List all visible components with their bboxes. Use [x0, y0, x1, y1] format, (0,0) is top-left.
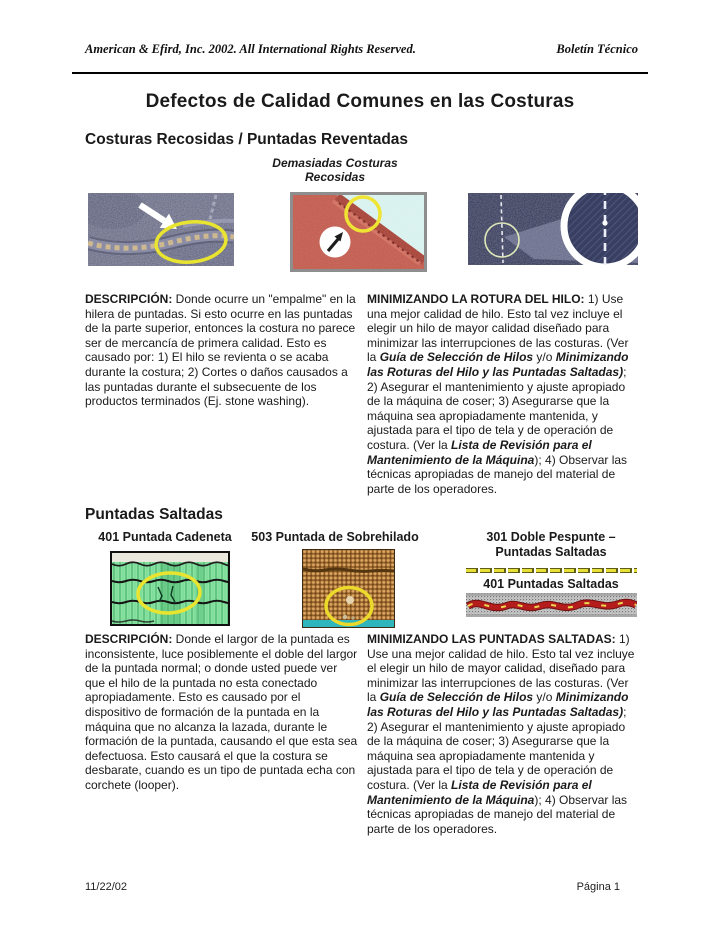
- footer-date: 11/22/02: [85, 881, 128, 893]
- section1-heading: Costuras Recosidas / Puntadas Reventadas: [85, 131, 409, 148]
- photo-green-chainstitch-skipped: [110, 551, 230, 626]
- caption-401-skipped: 401 Puntadas Saltadas: [483, 577, 619, 591]
- subcaption-line2: Recosidas: [304, 170, 366, 184]
- photo-denim-restitched-seam: [88, 193, 234, 266]
- photo-overedge-skipped-stitch: [302, 549, 395, 628]
- caption-301-line2: Puntadas Saltadas: [495, 544, 607, 559]
- photo-denim-magnifier-stitch: [468, 193, 638, 265]
- caption-301-line1: 301 Doble Pespunte –: [486, 530, 616, 544]
- caption-503-overedge: 503 Puntada de Sobrehilado: [251, 530, 419, 544]
- section1-subcaption: [230, 156, 440, 184]
- caption-401-chainstitch: 401 Puntada Cadeneta: [98, 530, 232, 544]
- diagram-skipped-stitch-line: [466, 567, 637, 574]
- caption-301-lockstitch: [464, 530, 638, 559]
- section1-description: DESCRIPCIÓN: Donde ocurre un "empalme" en la hilera de puntadas. Si esto ocurre en las puntadas de la parte superior, entonces la costura no parece ser de mercancía de primera calidad. Esto es causado por: 1) El hilo se revienta o se acaba durante la costura; 2) Cortes o daños causados a las puntadas durante el subsecuente de los productos terminados (Ej. stone washing).: [85, 292, 356, 409]
- header-copyright: American & Efird, Inc. 2002. All International Rights Reserved.: [85, 42, 416, 56]
- subcaption-line1: Demasiadas Costuras: [272, 156, 398, 170]
- magnifier-circle-icon: [564, 193, 638, 265]
- photo-401-skipped-stitches-sample: [466, 593, 637, 617]
- header-divider: [72, 72, 648, 74]
- page-title: Defectos de Calidad Comunes en las Costuras: [145, 91, 575, 112]
- section2-minimizing: MINIMIZANDO LAS PUNTADAS SALTADAS: 1) Use una mejor calidad de hilo. Esto tal vez incluye el elegir un hilo de mayor calidad, diseñado para minimizar las interrupciones de las costuras. (Ver la Guía de Selección de Hilos y/o Minimizando las Roturas del Hilo y las Puntadas Saltadas); 2) Asegurar el mantenimiento y ajuste apropiado de la máquina de coser; 3) Asegurarse que la máquina sea apropiadamente mantenida y ajustada para el tipo de tela y de operación de costura. (Ver la Lista de Revisión para el Mantenimiento de la Máquina); 4) Observar las técnicas apropiadas de manejo del material de parte de los operadores.: [367, 632, 635, 836]
- section2-heading: Puntadas Saltadas: [85, 506, 223, 523]
- footer-page-number: Página 1: [576, 881, 620, 893]
- header-bulletin-label: Boletín Técnico: [556, 42, 638, 56]
- section1-minimizing: MINIMIZANDO LA ROTURA DEL HILO: 1) Use una mejor calidad de hilo. Esto tal vez incluye el elegir un hilo de mayor calidad diseñado para minimizar las interrupciones de las costuras. (Ver la Guía de Selección de Hilos y/o Minimizando las Roturas del Hilo y las Puntadas Saltadas); 2) Asegurar el mantenimiento y ajuste apropiado de la máquina de coser; 3) Asegurarse que la máquina sea apropiadamente mantenida, y ajustada para el tipo de tela y de operación de costura. (Ver la Lista de Revisión para el Mantenimiento de la Máquina); 4) Observar las técnicas apropiadas de manejo del material de parte de los operadores.: [367, 292, 629, 496]
- photo-red-fabric-broken-stitch: [290, 192, 427, 272]
- section2-description: DESCRIPCIÓN: Donde el largor de la puntada es inconsistente, luce posiblemente el doble del largor de la puntada normal; o donde usted puede ver que el hilo de la puntada no esta conectado apropiadamente. Esto es causado por el dispositivo de formación de la puntada en la máquina que no alcanza la lazada, durante le formación de la puntada, causando el que esta sea defectuosa. Esto causará el que la costura se desbarate, cuando es un tipo de puntada echa con corchete (looper).: [85, 632, 358, 792]
